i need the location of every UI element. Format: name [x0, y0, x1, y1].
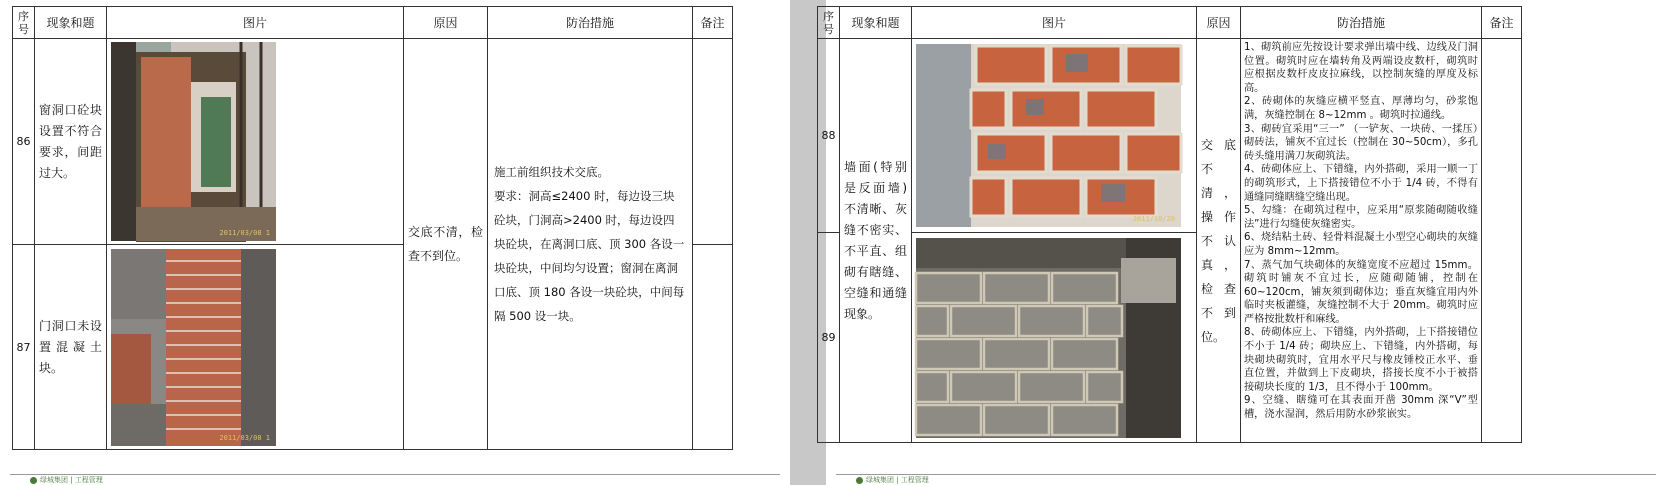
measure-item-2: 2、砖砌体的灰缝应横平竖直、厚薄均匀，砂浆饱满，灰缝控制在 8~12mm 。砌筑时拉通线。 — [1244, 96, 1478, 121]
brand-logo-icon — [30, 477, 37, 484]
table-row — [818, 39, 1522, 233]
row-phenomenon: 墙面(特别是反面墙)不清晰、灰缝不密实、不平直、组砌有瞎缝、空缝和通缝现象。 — [840, 39, 912, 443]
measures-cell — [1241, 39, 1482, 443]
document-page-left — [0, 0, 790, 485]
remarks-cell — [693, 39, 733, 245]
remarks-cell — [693, 245, 733, 450]
header-measures: 防治措施 — [1241, 7, 1482, 39]
footer-rule — [836, 474, 1656, 475]
header-remarks: 备注 — [693, 7, 733, 39]
table-header-row — [13, 7, 733, 39]
measure-item-5: 5、勾缝：在砌筑过程中，应采用“原浆随砌随收缝法”进行勾缝使灰缝密实。 — [1244, 205, 1478, 230]
header-measures: 防治措施 — [488, 7, 693, 39]
photo-timestamp: 2011/03/08 1 — [219, 229, 270, 237]
footer-brand-text: 绿城集团 | 工程管理 — [866, 476, 929, 484]
header-seq: 序号 — [818, 7, 840, 39]
measure-item-1: 1、砌筑前应先按设计要求弹出墙中线、边线及门洞位置。砌筑时应在墙转角及两端设皮数杆，砌筑时应根据皮数杆皮皮拉麻线，以控制灰缝的厚度及标高。 — [1244, 42, 1478, 94]
footer-rule — [10, 474, 780, 475]
remarks-cell — [1482, 39, 1522, 443]
measure-item-6: 6、烧结粘土砖、轻骨料混凝土小型空心砌块的灰缝应为 8mm~12mm。 — [1244, 232, 1478, 257]
measure-line-2: 要求：洞高≤2400 时，每边设三块砼块，门洞高>2400 时，每边设四块砼块，在离洞口底、顶 300 各设一块砼块，中间均匀设置；窗洞在离洞口底、顶 180 各设一块砼块，中间每隔 500 设一块。 — [494, 189, 685, 323]
defect-table-right — [817, 6, 1522, 443]
photo-cell — [912, 39, 1197, 233]
row-phenomenon: 窗洞口砼块设置不符合要求，间距过大。 — [35, 39, 107, 245]
measure-item-8: 8、砖砌体应上、下错缝，内外搭砌，上下搭接错位不小于 1/4 砖；砌块应上、下错缝，内外搭砌，每块砌块砌筑时，宜用水平尺与橡皮锤校正水平、垂直位置，并做到上下皮砌块，搭接长度不小于被搭接砌块长度的 1/3，且不得小于 100mm。 — [1244, 327, 1478, 393]
measure-item-4: 4、砖砌体应上、下错缝，内外搭砌，采用一顺一丁的砌筑形式，上下搭接错位不小于 1/4 砖，不得有通缝同缝瞎缝空缝出现。 — [1244, 164, 1478, 203]
table-row — [13, 39, 733, 245]
reason-cell: 交底不清，检查不到位。 — [404, 39, 488, 450]
defect-table-left — [12, 6, 733, 450]
block-wall-photo — [916, 238, 1181, 438]
header-seq: 序号 — [13, 7, 35, 39]
door-opening-photo — [111, 249, 276, 446]
header-photo: 图片 — [912, 7, 1197, 39]
row-number: 88 — [818, 39, 840, 233]
brick-wall-photo — [916, 44, 1181, 227]
row-number: 87 — [13, 245, 35, 450]
photo-timestamp: 2011/10/28 — [1132, 215, 1175, 223]
photo-cell — [912, 233, 1197, 443]
header-phenomenon: 现象和题 — [840, 7, 912, 39]
photo-cell — [107, 39, 404, 245]
photo-timestamp: 2011/03/08 1 — [219, 433, 270, 442]
window-opening-photo — [111, 42, 276, 241]
header-reason: 原因 — [404, 7, 488, 39]
reason-cell: 交底不清，操作不认真，检查不到位。 — [1197, 39, 1241, 443]
header-photo: 图片 — [107, 7, 404, 39]
header-remarks: 备注 — [1482, 7, 1522, 39]
header-reason: 原因 — [1197, 7, 1241, 39]
footer-brand-text: 绿城集团 | 工程管理 — [40, 476, 103, 484]
document-page-right — [821, 0, 1666, 485]
measure-item-7: 7、蒸气加气块砌体的灰缝宽度不应超过 15mm。砌筑时铺灰不宜过长，应随砌随铺，控制在 60~120cm，铺灰须到砌体边；垂直灰缝宜用内外临时夹板灌缝，灰缝控制不大于 20mm。砌筑时应严格按批数杆和麻线。 — [1244, 259, 1478, 325]
measure-item-9: 9、空缝、瞎缝可在其表面开凿 30mm 深“V”型槽，浇水湿润，然后用防水砂浆嵌实。 — [1244, 395, 1478, 421]
row-phenomenon: 门洞口未设置混凝土块。 — [35, 245, 107, 450]
row-number: 89 — [818, 233, 840, 443]
measure-item-3: 3、砌砖宜采用“三一” （一铲灰、一块砖、一揉压）砌砖法，铺灰不宜过长（控制在 30~50cm），多孔砖头缝用满刀灰砌筑法。 — [1244, 123, 1478, 162]
measures-cell — [488, 39, 693, 450]
header-phenomenon: 现象和题 — [35, 7, 107, 39]
footer-brand — [856, 475, 929, 485]
measure-line-1: 施工前组织技术交底。 — [494, 165, 609, 179]
brand-logo-icon — [856, 477, 863, 484]
footer-brand — [30, 475, 103, 485]
table-header-row — [818, 7, 1522, 39]
row-number: 86 — [13, 39, 35, 245]
photo-cell — [107, 245, 404, 450]
